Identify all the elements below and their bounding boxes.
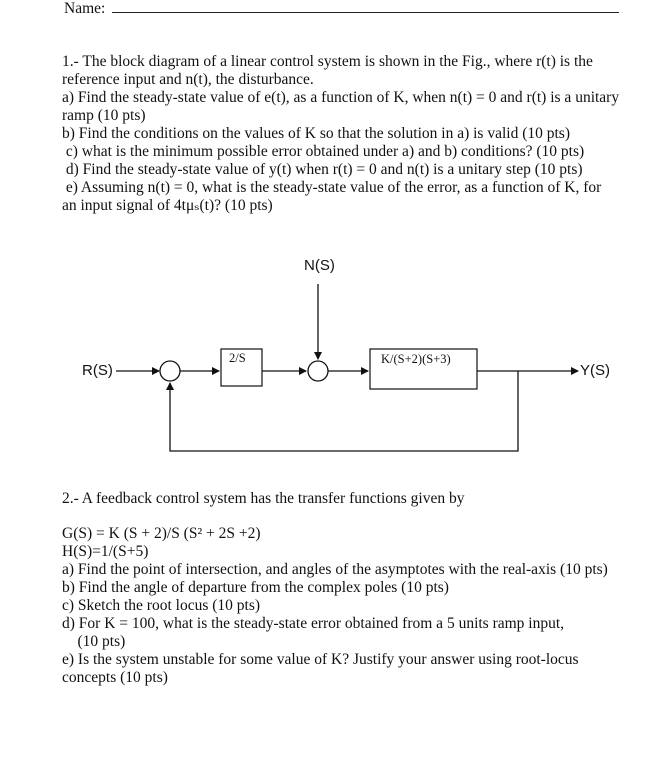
q2-line: c) Sketch the root locus (10 pts) [62,597,261,614]
summing-junction-1 [160,361,180,381]
q2-line: a) Find the point of intersection, and angles of the asymptotes with the real-axis (10 pts) [62,561,608,578]
q1-line: e) Assuming n(t) = 0, what is the steady-state value of the error, as a function of K, for [62,179,602,196]
q2-line: d) For K = 100, what is the steady-state error obtained from a 5 units ramp input, [62,615,565,632]
q2-line: b) Find the angle of departure from the complex poles (10 pts) [62,579,449,596]
q2-line: H(S)=1/(S+5) [62,543,149,560]
q1-line: ramp (10 pts) [62,107,146,124]
q1-line: d) Find the steady-state value of y(t) when r(t) = 0 and n(t) is a unitary step (10 pts) [62,161,583,178]
q1-line: b) Find the conditions on the values of K so that the solution in a) is valid (10 pts) [62,125,570,142]
q1-line: 1.- The block diagram of a linear control system is shown in the Fig., where r(t) is the [62,53,593,70]
disturbance-label: N(S) [304,257,335,274]
q2-intro: 2.- A feedback control system has the transfer functions given by [62,490,465,507]
output-label: Y(S) [580,362,610,379]
block2-label: K/(S+2)(S+3) [381,352,451,366]
q1-line: an input signal of 4tμₛ(t)? (10 pts) [62,197,273,214]
q2-line: (10 pts) [62,633,126,650]
q1-line: c) what is the minimum possible error obtained under a) and b) conditions? (10 pts) [62,143,585,160]
q2-line: e) Is the system unstable for some value of K? Justify your answer using root-locus [62,651,579,668]
input-label: R(S) [82,362,113,379]
block1-label: 2/S [229,351,246,365]
summing-junction-2 [308,361,328,381]
q1-line: a) Find the steady-state value of e(t), as a function of K, when n(t) = 0 and r(t) is a unitary [62,89,620,106]
q2-line: concepts (10 pts) [62,669,168,686]
name-label: Name: [64,0,106,17]
q1-line: reference input and n(t), the disturbance. [62,71,314,88]
q2-line: G(S) = K (S + 2)/S (S² + 2S +2) [62,525,261,542]
